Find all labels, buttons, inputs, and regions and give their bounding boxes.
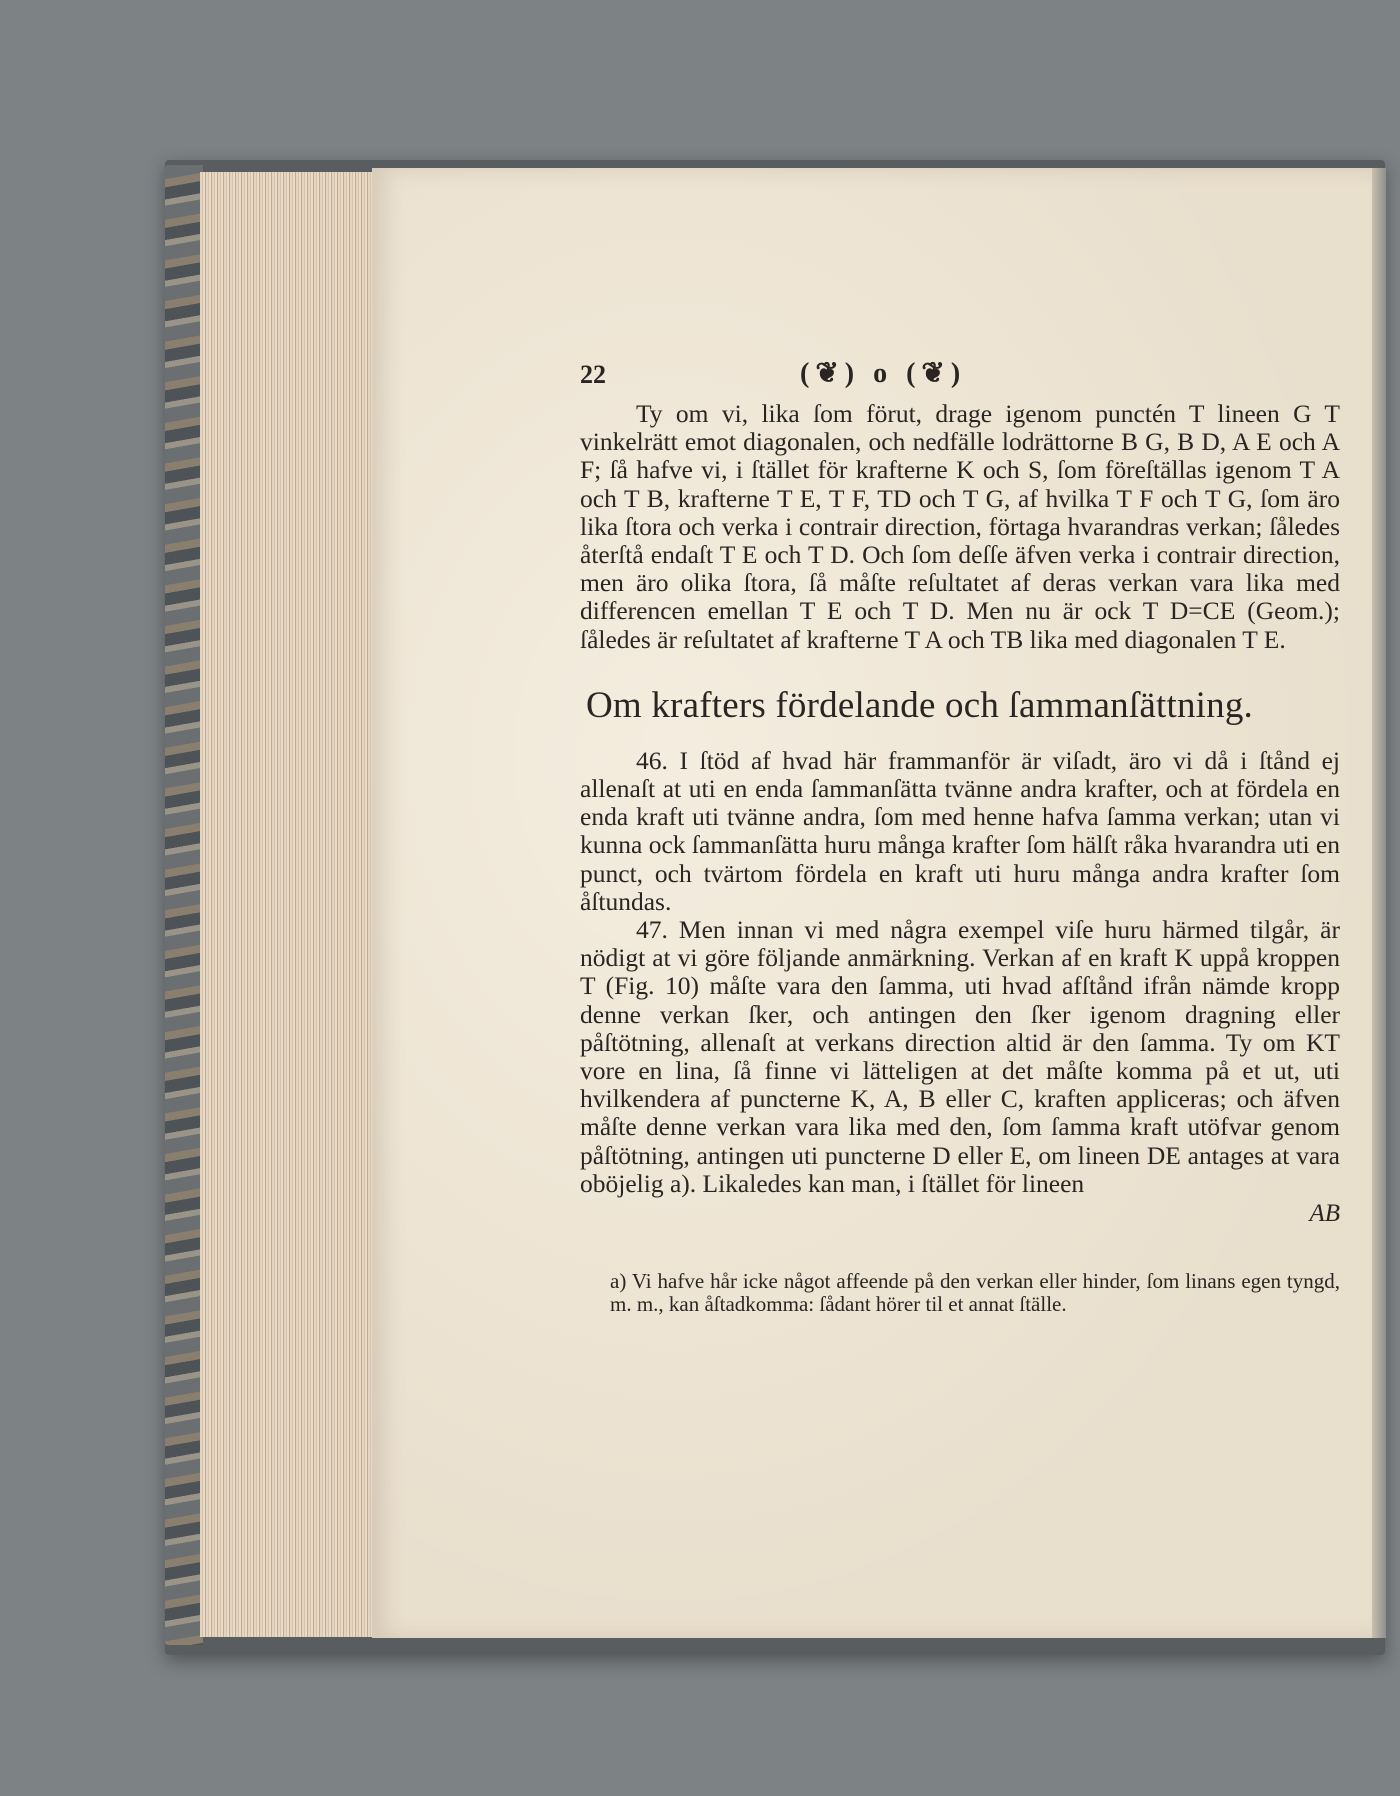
header-ornament: (❦) o (❦) [800, 358, 967, 389]
page-header [580, 360, 1340, 400]
footnote: a) Vi hafve hår icke något affeende på den verkan eller hinder, ſom linans egen tyngd, m. m., kan åſtadkomma: ſådant hörer til et annat ſtälle. [610, 1269, 1340, 1317]
binding-edge [1372, 168, 1386, 1638]
page-text [580, 360, 1340, 1316]
paragraph-diagonal: Ty om vi, lika ſom förut, drage igenom punctén T lineen G T vinkelrätt emot diagonalen, och nedfälle lodrättorne B G, B D, A E och A F; ſå hafve vi, i ſtället för krafterne K och S, ſom föreſtällas igenom T A och T B, krafterne T E, T F, TD och T G, af hvilka T F och T G, ſom äro lika ſtora och verka i contrair direction, förtaga hvarandras verkan; ſåledes återſtå endaſt T E och T D. Och ſom deſſe äfven verka i contrair direction, men äro olika ſtora, ſå måſte reſultatet af deras verkan vara lika med differencen emellan T E och T D. Men nu är ock T D=CE (Geom.); ſåledes är reſultatet af krafterne T A och TB lika med diagonalen T E. [580, 399, 1340, 654]
page-number: 22 [580, 360, 606, 389]
marbled-cover-edge [165, 165, 203, 1645]
section-heading: Om krafters fördelande och ſammanſättning. [586, 684, 1253, 726]
paragraph-47: 47. Men innan vi med några exempel viſe huru härmed tilgår, är nödigt at vi göre följande anmärkning. Verkan af en kraft K uppå kroppen T (Fig. 10) måſte vara den ſamma, uti hvad afſtånd ifrån nämde kropp denne verkan ſker, och antingen den ſker igenom dragning eller påſtötning, allenaſt at verkans direction altid är den ſamma. Ty om KT vore en lina, ſå finne vi lätteligen at det måſte komma på et ut, uti hvilkendera af puncterne K, A, B eller C, kraften appliceras; och äfven måſte denne verkan vara lika med den, ſom ſamma kraft utöfvar genom påſtötning, antingen uti puncterne D eller E, om lineen DE antages at vara oböjelig a). Likaledes kan man, i ſtället för lineen [580, 915, 1340, 1198]
paragraph-46: 46. I ſtöd af hvad här frammanför är viſadt, äro vi då i ſtånd ej allenaſt at uti en enda ſammanſätta tvänne andra krafter, och at fördela en enda kraft uti tvänne andra, ſom med henne hafva ſamma verkan; utan vi kunna ock ſammanſätta huru många krafter ſom hälſt råka hvarandra uti en punct, och tvärtom fördela en kraft uti huru många andra krafter ſom åſtundas. [580, 745, 1340, 916]
page-edges [200, 172, 380, 1637]
catchword: AB [1309, 1200, 1340, 1228]
